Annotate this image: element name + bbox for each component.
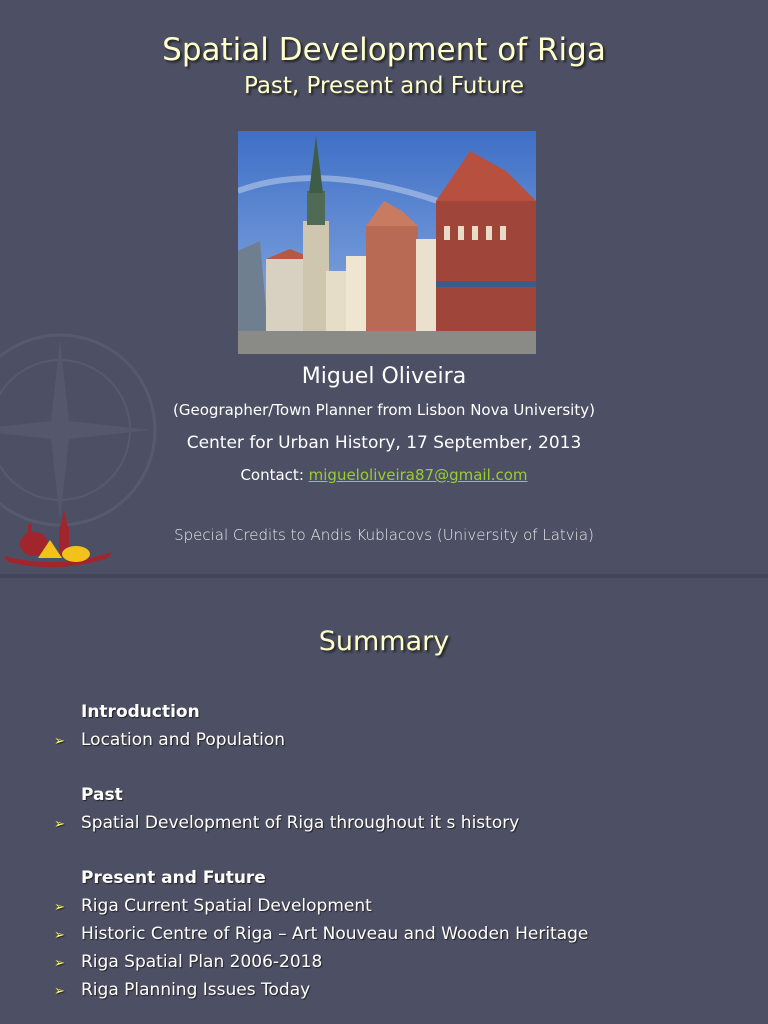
author-affiliation: (Geographer/Town Planner from Lisbon Nova University): [173, 401, 595, 419]
author-name: Miguel Oliveira: [301, 364, 467, 389]
slide-subtitle: Past, Present and Future: [244, 73, 524, 99]
credits-text: Special Credits to Andis Kublacovs (University of Latvia): [174, 526, 594, 544]
section-heading-past: Past: [81, 785, 123, 805]
bullet-arrow-icon: ➢: [54, 984, 65, 999]
list-item: ➢ Riga Current Spatial Development: [54, 896, 372, 916]
summary-title: Summary: [318, 626, 450, 657]
contact-email-link[interactable]: migueloliveira87@gmail.com: [308, 466, 528, 484]
event-info: Center for Urban History, 17 September, 2013: [186, 433, 582, 453]
contact-line: [0, 466, 768, 484]
bullet-arrow-icon: ➢: [54, 928, 65, 943]
riga-old-town-photo: [238, 131, 536, 354]
list-item: ➢ Historic Centre of Riga – Art Nouveau and Wooden Heritage: [54, 924, 589, 944]
list-item: ➢ Riga Spatial Plan 2006-2018: [54, 952, 323, 972]
section-heading-introduction: Introduction: [81, 702, 200, 722]
bullet-arrow-icon: ➢: [54, 734, 65, 749]
bullet-arrow-icon: ➢: [54, 900, 65, 915]
bullet-arrow-icon: ➢: [54, 956, 65, 971]
slide-title: Spatial Development of Riga: [162, 32, 606, 68]
bullet-arrow-icon: ➢: [54, 817, 65, 832]
list-item: ➢ Riga Planning Issues Today: [54, 980, 311, 1000]
list-item: ➢ Location and Population: [54, 730, 286, 750]
city-skyline-logo-icon: [4, 508, 112, 572]
contact-label: Contact:: [240, 466, 309, 484]
list-item: ➢ Spatial Development of Riga throughout it s history: [54, 813, 520, 833]
compass-watermark-icon: [0, 320, 200, 540]
summary-slide: [0, 578, 768, 1024]
section-heading-present-and-future: Present and Future: [81, 868, 266, 888]
